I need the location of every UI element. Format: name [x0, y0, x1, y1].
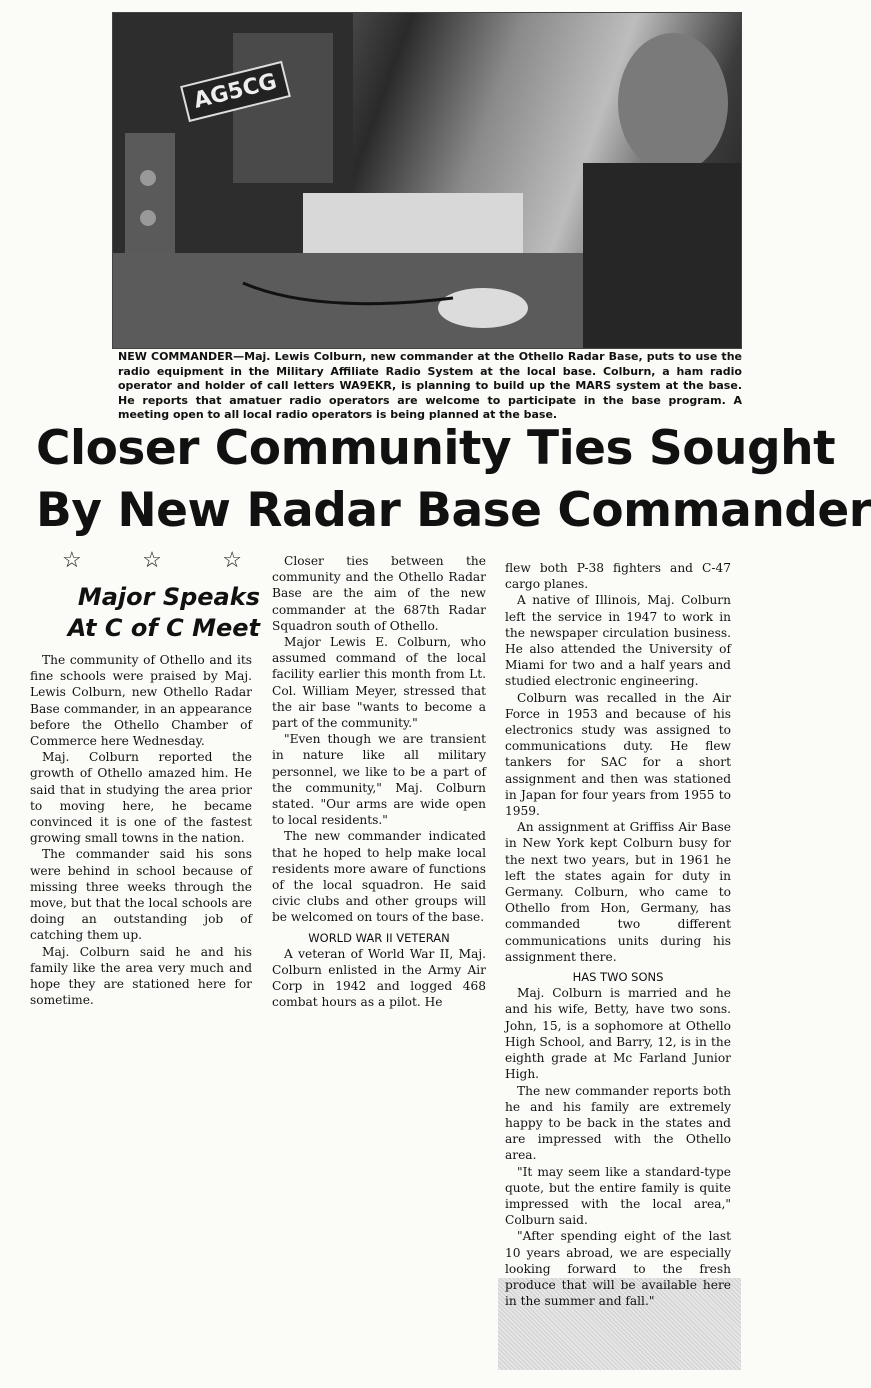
radio-knob — [140, 170, 156, 186]
paragraph: A veteran of World War II, Maj. Colburn enlisted in the Army Air Corp in 1942 and logged 468 combat hours as a pilot. He — [272, 946, 486, 1010]
photo-scene — [113, 13, 741, 348]
person-body — [583, 163, 741, 348]
call-sign-plate: AG5CG — [180, 61, 290, 122]
table-surface — [303, 193, 523, 253]
paragraph: "It may seem like a standard-type quote, but the entire family is quite impressed with the local area," Colburn said. — [505, 1164, 731, 1228]
paragraph: The commander said his sons were behind in school because of missing three weeks through the move, but that the local schools are doing an outstanding job of catching them up. — [30, 847, 252, 943]
article-column-3 — [505, 560, 731, 1309]
paragraph: flew both P-38 fighters and C-47 cargo planes. — [505, 561, 731, 592]
paragraph: Maj. Colburn said he and his family like the area very much and hope they are stationed here for sometime. — [30, 944, 252, 1008]
article-photo — [112, 12, 742, 349]
star-icon: ☆ — [222, 548, 242, 573]
radio-knob — [140, 210, 156, 226]
section-heading: WORLD WAR II VETERAN — [308, 930, 450, 945]
article-column-2 — [272, 553, 486, 1011]
star-icon: ☆ — [142, 548, 162, 573]
paragraph: "After spending eight of the last 10 years abroad, we are especially looking forward to the fresh produce that will be available here in the summer and fall." — [505, 1229, 731, 1309]
paragraph: Colburn was recalled in the Air Force in 1953 and because of his electronics study was assigned to communications duty. He flew tankers for SAC for a short assignment and then was stationed in Japan for four years from 1955 to 1959. — [505, 690, 731, 819]
star-icon: ☆ — [62, 548, 82, 573]
star-ornaments — [62, 548, 242, 573]
paragraph: Major Lewis E. Colburn, who assumed command of the local facility earlier this month from Lt. Col. William Meyer, stressed that the air base "wants to become a part of the community." — [272, 635, 486, 731]
radio-panel — [125, 133, 175, 253]
headline-line-2: By New Radar Base Commander — [36, 483, 871, 538]
paragraph: "Even though we are transient in nature like all military personnel, we like to be a part of the community," Maj. Colburn stated. "Our arms are wide open to local residents." — [272, 732, 486, 828]
section-heading: HAS TWO SONS — [572, 970, 664, 985]
paragraph: An assignment at Griffiss Air Base in New York kept Colburn busy for the next two years, but in 1961 he left the states again for duty in Germany. Colburn, who came to Othello from Hon, Germany, has commanded two different communications units during his assignment there. — [505, 820, 731, 964]
photo-caption — [118, 350, 742, 423]
paragraph: The community of Othello and its fine schools were praised by Maj. Lewis Colburn, new Othello Radar Base commander, in an appearance before the Othello Chamber of Commerce here Wednesday. — [30, 653, 252, 749]
subheadline-line-1: Major Speaks — [77, 583, 260, 611]
person-head — [618, 33, 728, 173]
headline — [36, 418, 871, 542]
person-hand — [438, 288, 528, 328]
subheadline-line-2: At C of C Meet — [67, 614, 260, 642]
radio-panel — [233, 33, 333, 183]
paragraph: Maj. Colburn reported the growth of Othello amazed him. He said that in studying the area prior to moving here, he became convinced it is one of the fastest growing small towns in the nation. — [30, 750, 252, 846]
paragraph: Maj. Colburn is married and he and his wife, Betty, have two sons. John, 15, is a sophomore at Othello High School, and Barry, 12, is in the eighth grade at Mc Farland Junior High. — [505, 986, 731, 1082]
paragraph: Closer ties between the community and the Othello Radar Base are the aim of the new commander at the 687th Radar Squadron south of Othello. — [272, 554, 486, 633]
article-column-1 — [30, 652, 252, 1008]
headline-line-1: Closer Community Ties Sought — [36, 421, 836, 476]
subheadline — [30, 582, 260, 644]
paragraph: The new commander reports both he and his family are extremely happy to be back in the states and are impressed with the Othello area. — [505, 1083, 731, 1163]
paragraph: A native of Illinois, Maj. Colburn left the service in 1947 to work in the newspaper circulation business. He also attended the University of Miami for two and a half years and studied electronic engineering. — [505, 593, 731, 689]
caption-lead: NEW COMMANDER—Maj. Lewis Colburn, — [118, 350, 367, 363]
paragraph: The new commander indicated that he hoped to help make local residents more aware of functions of the local squadron. He said civic clubs and other groups will be welcomed on tours of the base. — [272, 829, 486, 925]
caption-body: new commander at the Othello Radar Base, puts to use the radio equipment in the Military Affiliate Radio System at the local base. Colburn, a ham radio operator and holder of call letters WA9EKR, is planning to build up the MARS system at the base. He reports that amatuer radio operators are welcome to participate in the base program. A meeting open to all local radio operators is being planned at the base. — [118, 350, 742, 421]
